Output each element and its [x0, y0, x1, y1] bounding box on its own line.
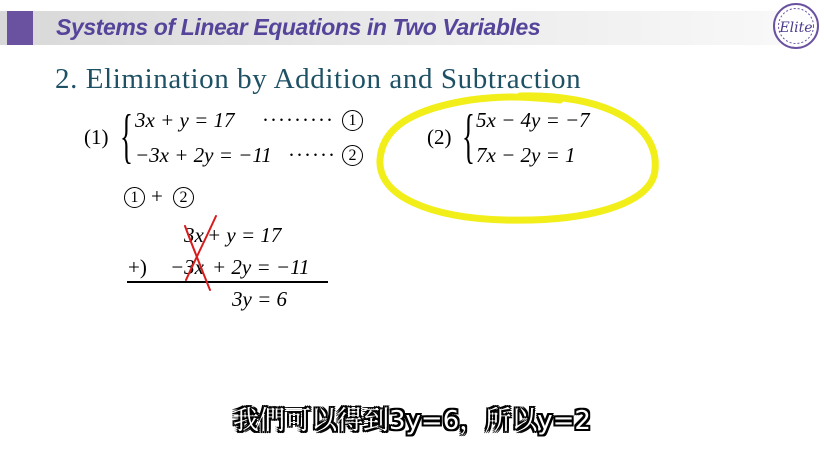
video-subtitle: 我們可以得到3y=6，所以y=2 [233, 406, 591, 436]
equation-tag-1: 1 [342, 110, 363, 131]
highlight-circle [380, 96, 655, 220]
step-tag-1: 1 [124, 187, 145, 208]
section-heading: 2. Elimination by Addition and Subtraction [55, 63, 582, 95]
work-row2-rest: + 2y = −11 [212, 255, 310, 279]
work-result: 3y = 6 [232, 287, 287, 311]
problem2-label: (2) [427, 125, 452, 149]
problem2-eq2: 7x − 2y = 1 [476, 143, 576, 167]
problem1-eq2: −3x + 2y = −11 [135, 143, 272, 167]
work-row2-x: −3x [170, 255, 204, 279]
problem1-eq1: 3x + y = 17 [135, 108, 235, 132]
banner-title: Systems of Linear Equations in Two Variables [56, 14, 541, 40]
step-plus: + [151, 184, 163, 208]
logo-text: Elite [779, 20, 813, 36]
work-row2-op: +) [128, 255, 147, 279]
work-row1-x: 3x [184, 223, 204, 247]
problem1-eq2-dots: ······ [288, 143, 336, 167]
step-tag-2: 2 [173, 187, 194, 208]
problem1-brace: { [120, 103, 133, 169]
strike-mark-2 [186, 216, 216, 280]
work-row1-rest: + y = 17 [207, 223, 282, 247]
problem1-eq1-dots: ········· [262, 108, 334, 132]
equation-tag-2: 2 [342, 145, 363, 166]
problem1-label: (1) [84, 125, 109, 149]
problem2-brace: { [462, 103, 475, 169]
problem2-eq1: 5x − 4y = −7 [476, 108, 590, 132]
